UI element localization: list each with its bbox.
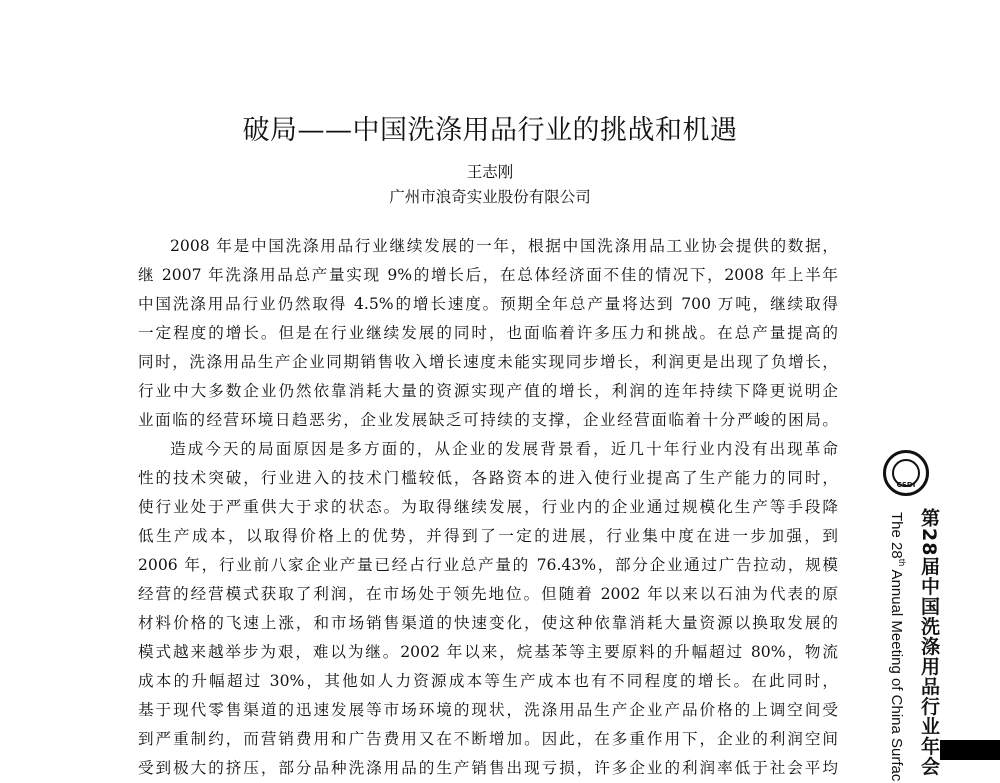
corner-black-bar: [940, 740, 1000, 760]
body-line: 到严重制约，而营销费用和广告费用又在不断增加。因此，在多重作用下，企业的利润空间: [138, 730, 838, 748]
conference-banner: [876, 450, 986, 782]
body-line: 材料价格的飞速上涨，和市场销售渠道的快速变化，使这种依靠消耗大量资源以换取发展的: [138, 614, 838, 632]
body-line: 2008 年是中国洗涤用品行业继续发展的一年，根据中国洗涤用品工业协会提供的数据，: [170, 237, 838, 255]
body-line: 业面临的经营环境日趋恶劣，企业发展缺乏可持续的支撑，企业经营面临着十分严峻的困局。: [138, 411, 838, 429]
body-line: 造成今天的局面原因是多方面的，从企业的发展背景看，近几十年行业内没有出现革命: [170, 440, 838, 458]
body-line: 基于现代零售渠道的迅速发展等市场环境的现状，洗涤用品生产企业产品价格的上调空间受: [138, 701, 838, 719]
body-line: 成本的升幅超过 30%，其他如人力资源成本等生产成本也有不同程度的增长。在此同时，: [138, 672, 838, 690]
body-line: 一定程度的增长。但是在行业继续发展的同时，也面临着许多压力和挑战。在总产量提高的: [138, 324, 838, 342]
conference-name-en-ordinal: th: [897, 558, 907, 567]
conference-logo-icon: [883, 450, 929, 496]
author-affiliation: 广州市浪奇实业股份有限公司: [389, 188, 591, 206]
body-text: [138, 232, 838, 783]
body-line: 2006 年，行业前八家企业产量已经占行业总产量的 76.43%，部分企业通过广告拉动，规模: [138, 556, 838, 574]
body-line: 低生产成本，以取得价格上的优势，并得到了一定的进展，行业集中度在进一步加强，到: [138, 527, 838, 545]
body-line: 中国洗涤用品行业仍然取得 4.5%的增长速度。预期全年总产量将达到 700 万吨，继续取得: [138, 295, 838, 313]
conference-name-en-prefix: The 28: [888, 512, 905, 559]
body-line: 受到极大的挤压，部分品种洗涤用品的生产销售出现亏损，许多企业的利润率低于社会平均: [138, 759, 838, 777]
conference-name-chinese: 第28届中国洗涤用品行业年会: [918, 508, 940, 777]
body-line: 模式越来越举步为艰，难以为继。2002 年以来，烷基苯等主要原料的升幅超过 80%，物流: [138, 643, 838, 661]
body-line: 同时，洗涤用品生产企业同期销售收入增长速度未能实现同步增长，利润更是出现了负增长，: [138, 353, 838, 371]
body-line: 行业中大多数企业仍然依靠消耗大量的资源实现产值的增长，利润的连年持续下降更说明企: [138, 382, 838, 400]
body-line: 性的技术突破，行业进入的技术门槛较低，各路资本的进入使行业提高了生产能力的同时，: [138, 469, 838, 487]
conference-name-english: [888, 512, 907, 781]
paper-title: 破局——中国洗涤用品行业的挑战和机遇: [242, 115, 738, 146]
body-line: 使行业处于严重供大于求的状态。为取得继续发展，行业内的企业通过规模化生产等手段降: [138, 498, 838, 516]
body-line: 继 2007 年洗涤用品总产量实现 9%的增长后，在总体经济面不佳的情况下，2008 年上半年: [138, 266, 838, 284]
body-line: 经营的经营模式获取了利润，在市场处于领先地位。但随着 2002 年以来以石油为代表的原: [138, 585, 838, 603]
logo-text: CSDI: [896, 481, 916, 489]
conference-name-en-suffix: Annual Meeting of China Surfac: [888, 566, 905, 782]
author-name: 王志刚: [466, 163, 514, 181]
